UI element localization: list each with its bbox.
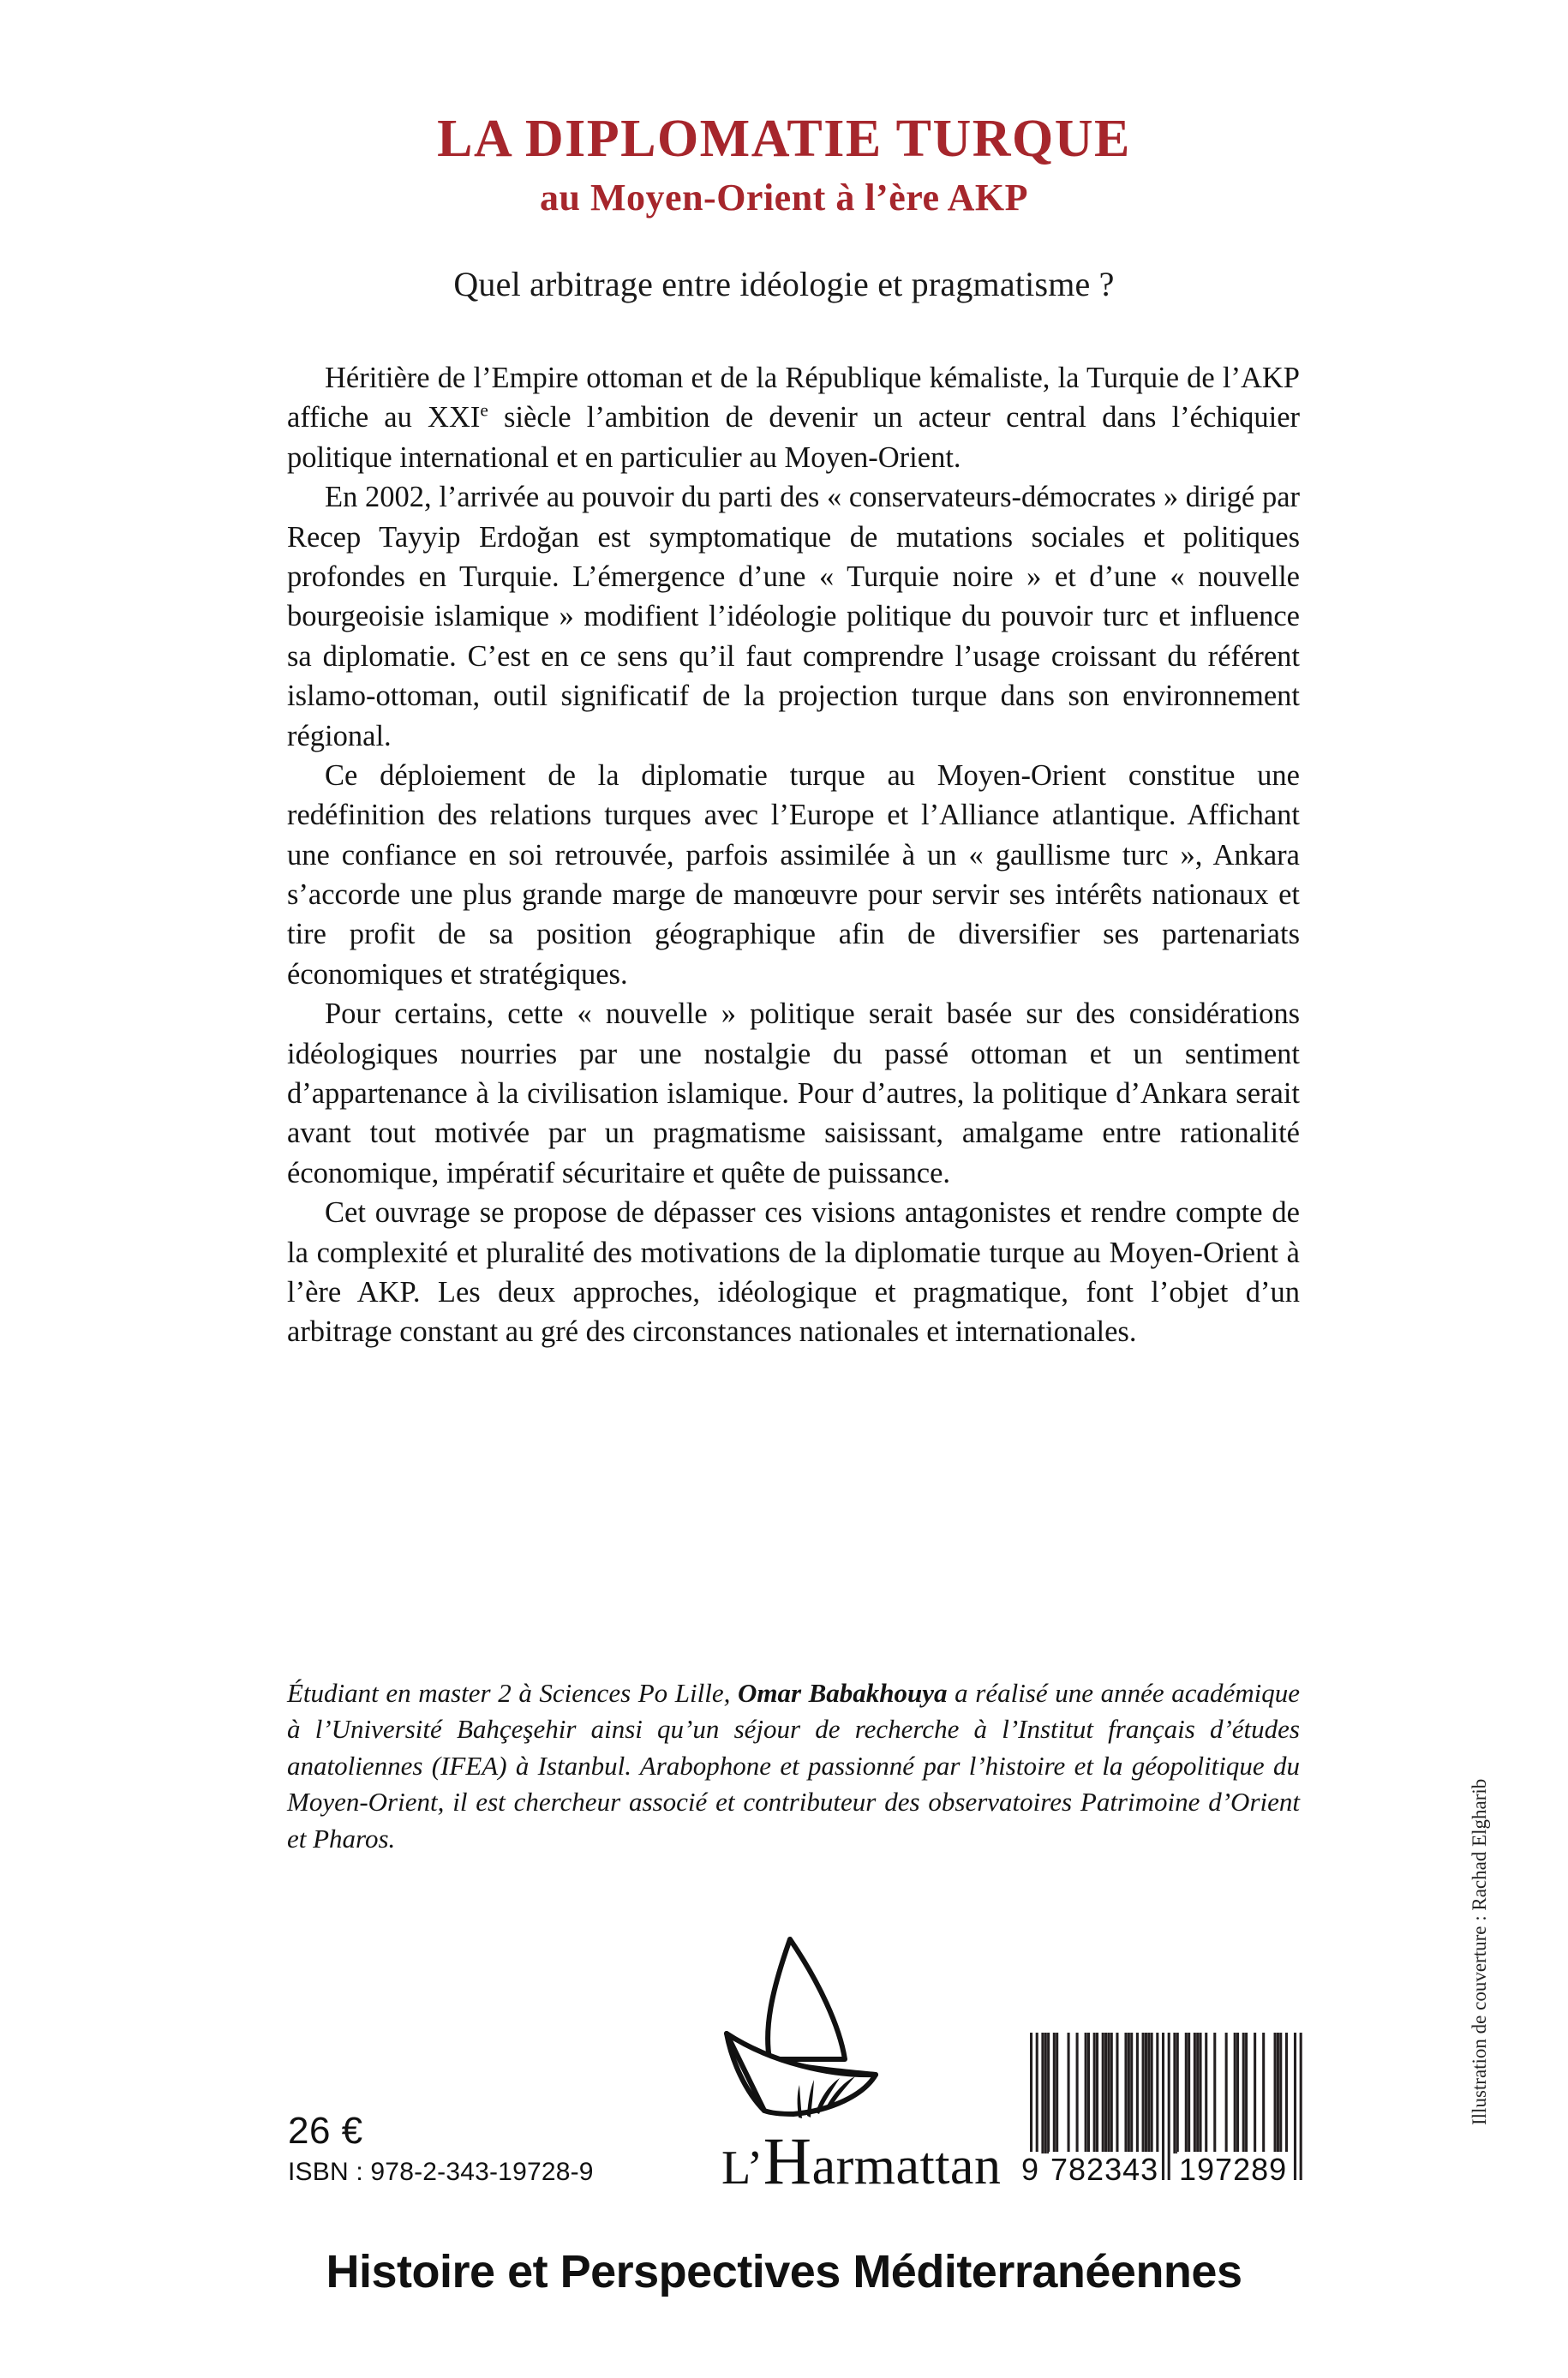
sailboat-icon — [711, 1932, 994, 2129]
ean13-barcode — [1018, 2031, 1309, 2202]
publisher-wordmark-h: H — [763, 2123, 812, 2198]
publisher-wordmark — [721, 2123, 1001, 2200]
back-cover-blurb — [287, 358, 1300, 1352]
blurb-paragraph-1 — [287, 358, 1300, 477]
publisher-logo — [711, 1932, 1002, 2207]
barcode-digit-leading: 9 — [1021, 2152, 1040, 2187]
blurb-paragraph-5: Cet ouvrage se propose de dépasser ces visions antagonistes et rendre compte de la complexité et pluralité des motivations de la diplomatie turque au Moyen-Orient à l’ère AKP. Les deux approches, idéologique et pragmatique, font l’objet d’un arbitrage constant au gré des circonstances nationales et internationales. — [287, 1196, 1300, 1349]
author-bio — [287, 1675, 1300, 1857]
title-block — [0, 111, 1568, 304]
blurb-paragraph-2: En 2002, l’arrivée au pouvoir du parti des « conservateurs-démocrates » dirigé par Recep Tayyip Erdoğan est symptomatique de mutations sociales et politiques profondes en Turquie. L’émergence d’une « Turquie noire » et d’une « nouvelle bourgeoisie islamique » modifient l’idéologie politique du pouvoir turc et influence sa diplomatie. C’est en ce sens qu’il faut comprendre l’usage croissant du référent islamo-ottoman, outil significatif de la projection turque dans son environnement régional. — [287, 481, 1300, 752]
page-question-subtitle: Quel arbitrage entre idéologie et pragmatisme ? — [453, 265, 1115, 304]
cover-illustration-credit-text: Illustration de couverture : Rachad Elgharib — [1469, 1778, 1490, 2125]
series-title: Histoire et Perspectives Méditerranéennes — [326, 2246, 1242, 2297]
blurb-paragraph-4: Pour certains, cette « nouvelle » politique serait basée sur des considérations idéologiques nourries par une nostalgie du passé ottoman et un sentiment d’appartenance à la civilisation islamique. Pour d’autres, la politique d’Ankara serait avant tout motivée par un pragmatisme saisissant, amalgame entre rationalité économique, impératif sécuritaire et quête de puissance. — [287, 997, 1300, 1189]
price-isbn-block — [288, 2110, 594, 2187]
ordinal-superscript: e — [480, 399, 488, 421]
author-name: Omar Babakhouya — [737, 1678, 948, 1708]
blurb-p1-after-superscript: siècle l’ambition de devenir un acteur central dans l’échiquier politique international et en particulier au Moyen-Orient. — [287, 401, 1301, 474]
price: 26 € — [288, 2110, 363, 2152]
blurb-p1-before-superscript: Héritière de l’Empire ottoman et de la République kémaliste, la Turquie de l’AKP affiche au XXI — [287, 362, 1300, 434]
bio-after-author-name: a réalisé une année académique à l’Université Bahçeşehir ainsi qu’un séjour de recherche à l’Institut français d’études anatoliennes (IFEA) à Istanbul. Arabophone et passionné par l’histoire et la géopolitique du Moyen-Orient, il est chercheur associé et contributeur des observatoires Patrimoine d’Orient et Pharos. — [287, 1678, 1300, 1854]
page-subtitle: au Moyen-Orient à l’ère AKP — [540, 177, 1028, 219]
barcode-digit-group-2: 197289 — [1179, 2152, 1288, 2187]
publisher-wordmark-l: L’ — [721, 2141, 763, 2195]
bio-before-author-name: Étudiant en master 2 à Sciences Po Lille, — [287, 1678, 738, 1708]
isbn: ISBN : 978-2-343-19728-9 — [288, 2158, 594, 2186]
barcode-digit-group-1: 782343 — [1050, 2152, 1159, 2187]
blurb-paragraph-3: Ce déploiement de la diplomatie turque au Moyen-Orient constitue une redéfinition des relations turques avec l’Europe et l’Alliance atlantique. Affichant une confiance en soi retrouvée, parfois assimilée à un « gaullisme turc », Ankara s’accorde une plus grande marge de manœuvre pour servir ses intérêts nationaux et tire profit de sa position géographique afin de diversifier ses partenariats économiques et stratégiques. — [287, 758, 1300, 991]
page-title: LA DIPLOMATIE TURQUE — [437, 110, 1131, 168]
publisher-wordmark-rest: armattan — [811, 2137, 1002, 2195]
